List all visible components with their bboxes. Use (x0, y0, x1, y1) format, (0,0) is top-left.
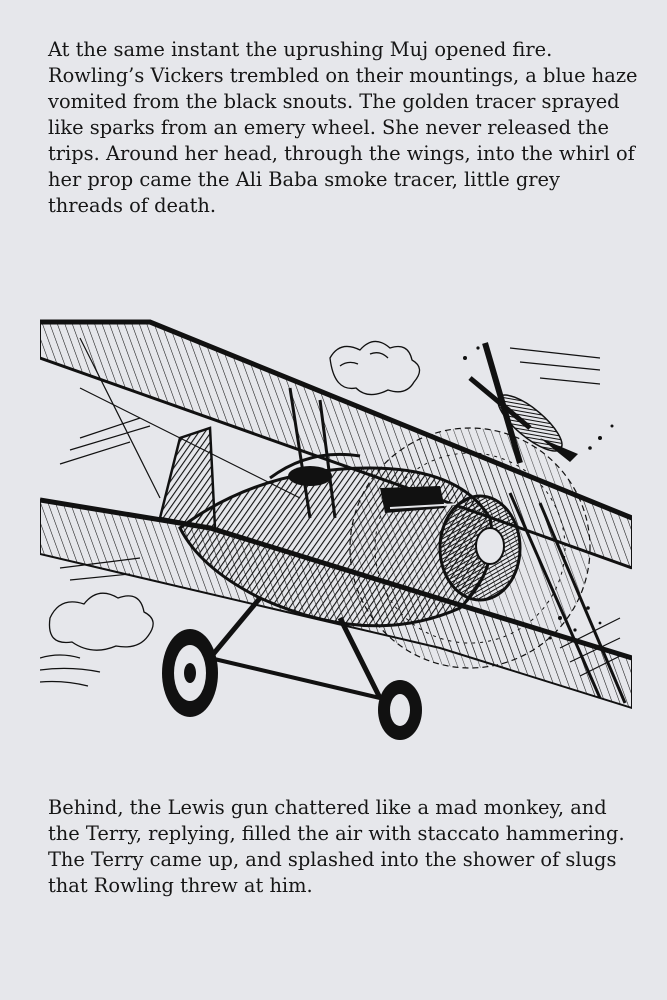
engine-nose (440, 496, 520, 600)
wheel-left (162, 629, 218, 717)
story-paragraph-2: Behind, the Lewis gun chattered like a mad monkey, and the Terry, replying, filled the air with staccato hammering. The Terry came up, and splashed into the shower of slugs that Rowling threw at him. (48, 796, 625, 897)
cloud-upper (330, 341, 420, 394)
story-paragraph-1: At the same instant the uprushing Muj opened fire. Rowling’s Vickers trembled on their mountings, a blue haze vomited from the black snouts. The golden tracer sprayed like sparks from an emery wheel. She never released the trips. Around her head, through the wings, into the whirl of her prop came the Ali Baba smoke tracer, little grey threads of death. (48, 38, 638, 217)
wheel-right (378, 680, 422, 740)
cloud-lower (40, 593, 153, 686)
biplane-illustration (40, 318, 632, 744)
